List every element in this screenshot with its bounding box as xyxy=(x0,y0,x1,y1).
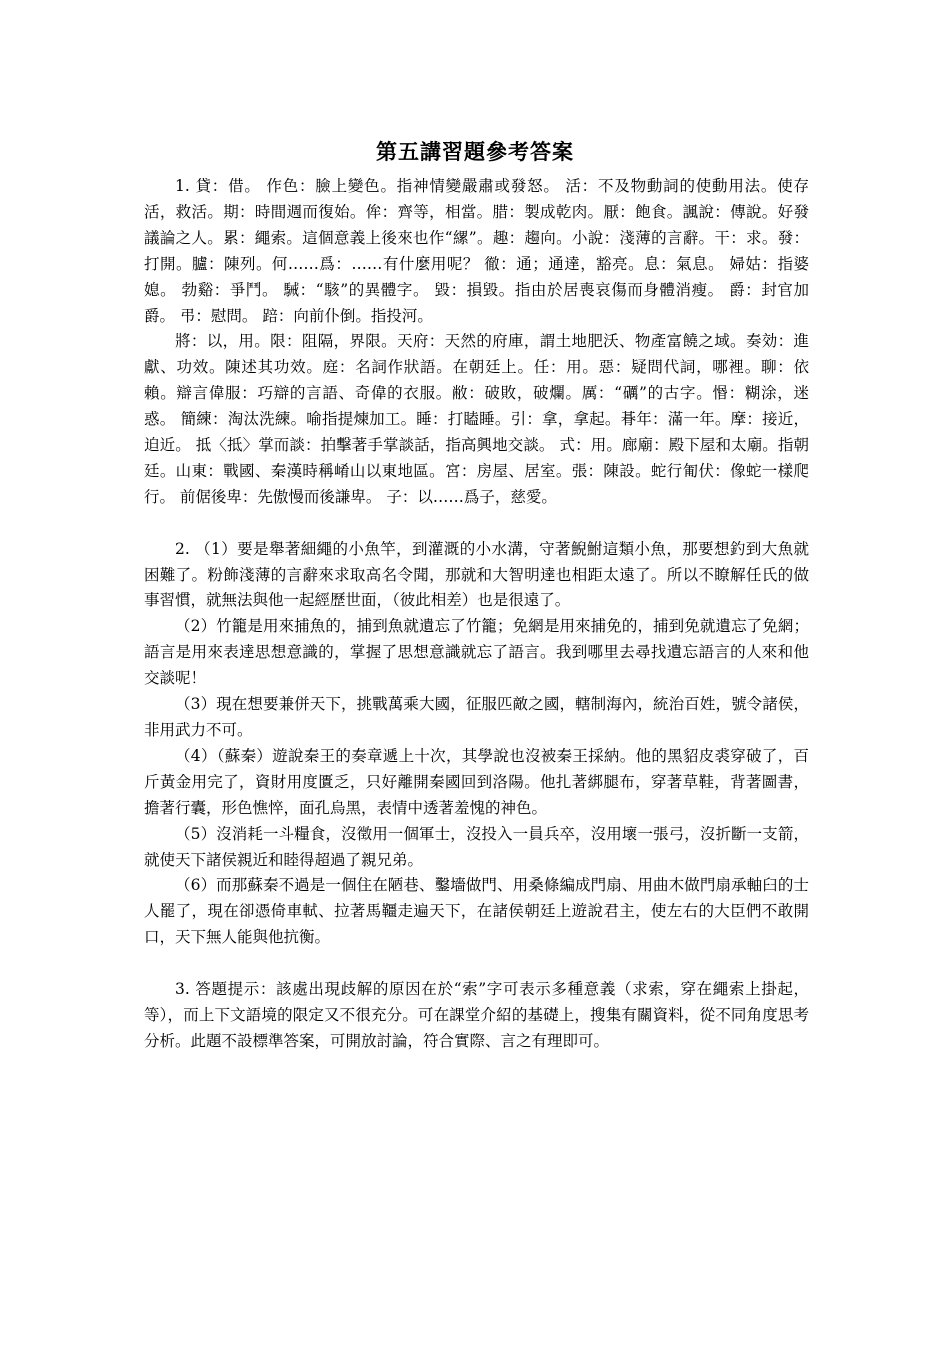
answer-2-item-5: （5）沒消耗一斗糧食，沒徵用一個軍士，沒投入一員兵卒，沒用壞一張弓，沒折斷一支箭，就使天下諸侯親近和睦得超過了親兄弟。 xyxy=(144,824,809,869)
answer-2-item-1: 2. （1）要是舉著細繩的小魚竿，到灌溉的小水溝，守著鯢鮒這類小魚，那要想釣到大魚就困難了。粉飾淺薄的言辭來求取高名令聞，那就和大智明達也相距太遠了。所以不瞭解任氏的做事習慣，就無法與他一起經歷世面，（彼此相差）也是很遠了。 xyxy=(144,539,809,610)
answer-3-section xyxy=(144,977,809,1055)
answer-2-section xyxy=(144,537,809,952)
answer-2-item-3: （3）現在想要兼併天下，挑戰萬乘大國，征服匹敵之國，轄制海內，統治百姓，號令諸侯，非用武力不可。 xyxy=(144,695,809,740)
answer-3-paragraph: 3. 答題提示：該處出現歧解的原因在於“索”字可表示多種意義（求索，穿在繩索上掛起，等），而上下文語境的限定又不很充分。可在課堂介紹的基礎上，搜集有關資料，從不同角度思考分析。此題不設標準答案，可開放討論，符合實際、言之有理即可。 xyxy=(144,980,809,1050)
answer-2-item-2: （2）竹籠是用來捕魚的，捕到魚就遺忘了竹籠；免網是用來捕免的，捕到免就遺忘了免網；語言是用來表達思想意識的，掌握了思想意識就忘了語言。我到哪里去尋找遺忘語言的人來和他交談呢！ xyxy=(144,617,809,688)
answer-2-item-6: （6）而那蘇秦不過是一個住在陋巷、鑿墻做門、用桑條編成門扇、用曲木做門扇承軸臼的士人罷了，現在卻憑倚車軾、拉著馬韁走遍天下，在諸侯朝廷上遊說君主，使左右的大臣們不敢開口，天下無人能與他抗衡。 xyxy=(144,876,809,947)
answer-2-item-4: （4）（蘇秦）遊說秦王的奏章遞上十次，其學說也沒被秦王採納。他的黑貂皮裘穿破了，百斤黃金用完了，資財用度匱乏，只好離開秦國回到洛陽。他扎著綁腿布，穿著草鞋，背著圖書，擔著行囊，形色憔悴，面孔烏黑，表情中透著羞愧的神色。 xyxy=(144,746,809,817)
document-title: 第五講習題參考答案 xyxy=(376,140,574,164)
document-body xyxy=(144,174,809,1055)
answer-1-paragraph-1: 1. 貸：借。 作色：臉上變色。指神情變嚴肅或發怒。 活：不及物動詞的使動用法。使存活，救活。期：時間週而復始。侔：齊等，相當。腊：製成乾肉。厭：飽食。諷說：傳說。好發議論之人。累：繩索。這個意義上後來也作“縲”。趣：趨向。小說：淺薄的言辭。干：求。發：打開。臚：陳列。何……爲：……有什麼用呢？ 徹：通；通達，豁亮。息：氣息。 婦姑：指婆媳。 勃谿：爭鬥。 駴：“駭”的異體字。 毀：損毀。指由於居喪哀傷而身體消瘦。 爵：封官加爵。 弔：慰問。 踣：向前仆倒。指投河。 xyxy=(144,177,809,325)
answer-1-paragraph-2: 將：以，用。限：阻隔，界限。天府：天然的府庫，謂土地肥沃、物產富饒之域。奏効：進獻、功效。陳述其功效。庭：名詞作狀語。在朝廷上。任：用。惡：疑問代詞，哪裡。聊：依賴。辯言偉服：巧辯的言語、奇偉的衣服。敝：破敗，破爛。厲：“礪”的古字。惽：糊涂，迷惑。 簡練：淘汰洗練。喻指提煉加工。睡：打瞌睡。引：拿，拿起。朞年：滿一年。摩：接近，迫近。 抵〈抵〉掌而談：拍擊著手掌談話，指高興地交談。 式：用。廊廟：殿下屋和太廟。指朝廷。山東：戰國、秦漢時稱崤山以東地區。宮：房屋、居室。張：陳設。蛇行匍伏：像蛇一樣爬行。 前倨後卑：先傲慢而後謙卑。 子：以……爲子，慈愛。 xyxy=(144,332,809,506)
answer-1-section xyxy=(144,174,809,511)
